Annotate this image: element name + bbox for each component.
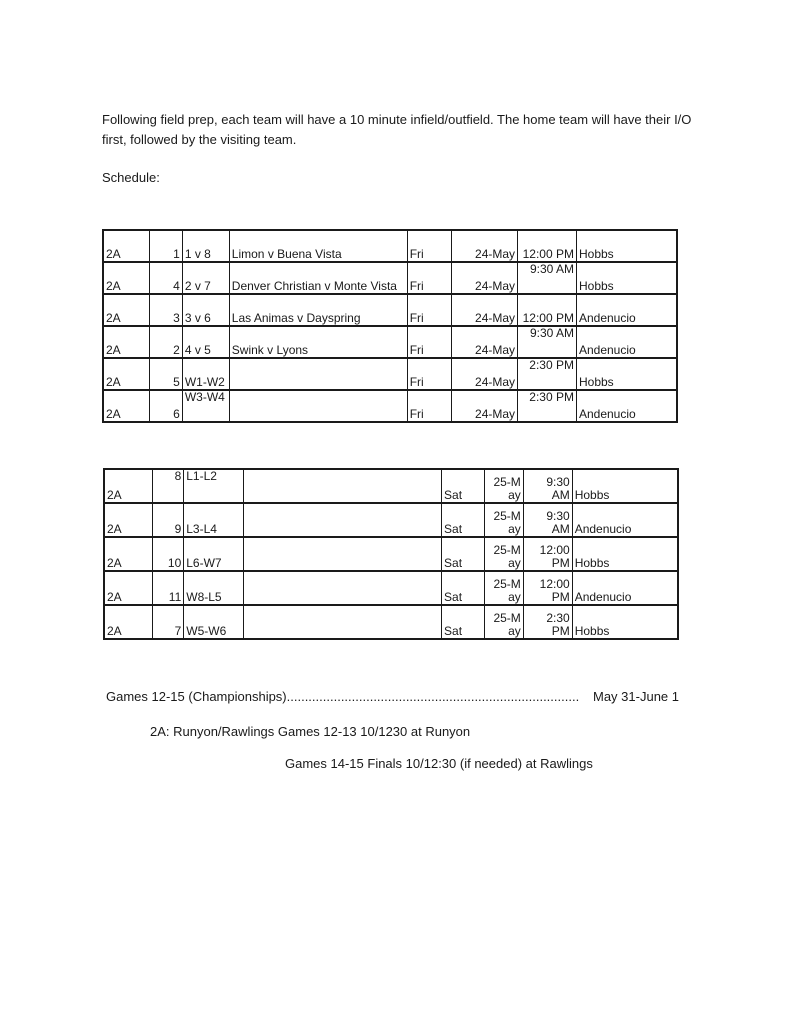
schedule-label: Schedule: bbox=[102, 170, 160, 185]
teams-cell: Las Animas v Dayspring bbox=[229, 294, 407, 326]
date-cell bbox=[484, 503, 523, 537]
date-cell: 24-May bbox=[452, 262, 518, 294]
teams-cell: Limon v Buena Vista bbox=[229, 230, 407, 262]
date-cell: 24-May bbox=[452, 230, 518, 262]
matchup-cell: W5-W6 bbox=[184, 605, 244, 639]
day-cell: Fri bbox=[407, 390, 452, 422]
matchup-cell: W3-W4 bbox=[182, 390, 229, 422]
field-cell: Hobbs bbox=[576, 262, 677, 294]
teams-cell bbox=[229, 390, 407, 422]
class-cell: 2A bbox=[104, 605, 153, 639]
championship-runyon-line: 2A: Runyon/Rawlings Games 12-13 10/1230 at Runyon bbox=[150, 724, 471, 739]
matchup-cell: 1 v 8 bbox=[182, 230, 229, 262]
game-number-cell: 8 bbox=[153, 469, 184, 503]
game-number-cell: 3 bbox=[150, 294, 183, 326]
field-cell: Hobbs bbox=[572, 605, 678, 639]
time-cell bbox=[523, 605, 572, 639]
date-cell-line2: ay bbox=[508, 488, 521, 502]
teams-cell: Denver Christian v Monte Vista bbox=[229, 262, 407, 294]
class-cell: 2A bbox=[104, 537, 153, 571]
class-cell: 2A bbox=[103, 358, 150, 390]
table-row bbox=[103, 262, 677, 294]
matchup-cell: L6-W7 bbox=[184, 537, 244, 571]
date-cell-line2: ay bbox=[508, 556, 521, 570]
saturday-schedule-table bbox=[103, 468, 679, 640]
date-cell-line1: 25-M bbox=[493, 475, 521, 489]
date-cell: 24-May bbox=[452, 294, 518, 326]
date-cell-line1: 25-M bbox=[493, 509, 521, 523]
intro-paragraph: Following field prep, each team will have a 10 minute infield/outfield. The home team will have their I/O first, followed by the visiting team. bbox=[102, 112, 692, 147]
time-cell bbox=[523, 537, 572, 571]
class-cell: 2A bbox=[104, 469, 153, 503]
day-cell: Sat bbox=[442, 605, 485, 639]
matchup-cell: L1-L2 bbox=[184, 469, 244, 503]
time-cell: 2:30 PM bbox=[518, 358, 577, 390]
teams-cell bbox=[244, 605, 442, 639]
time-cell-line2: AM bbox=[551, 488, 570, 502]
field-cell: Andenucio bbox=[572, 571, 678, 605]
game-number-cell: 10 bbox=[153, 537, 184, 571]
time-cell-line1: 12:00 bbox=[539, 577, 570, 591]
teams-cell bbox=[244, 537, 442, 571]
date-cell: 24-May bbox=[452, 358, 518, 390]
field-cell: Andenucio bbox=[576, 294, 677, 326]
time-cell bbox=[523, 469, 572, 503]
day-cell: Sat bbox=[442, 503, 485, 537]
time-cell-line2: PM bbox=[551, 590, 570, 604]
table-row bbox=[103, 294, 677, 326]
game-number-cell: 1 bbox=[150, 230, 183, 262]
matchup-cell: L3-L4 bbox=[184, 503, 244, 537]
championships-dates: May 31-June 1 bbox=[593, 689, 679, 704]
table-row bbox=[104, 605, 678, 639]
table-row bbox=[104, 503, 678, 537]
day-cell: Fri bbox=[407, 358, 452, 390]
class-cell: 2A bbox=[103, 326, 150, 358]
date-cell bbox=[484, 537, 523, 571]
field-cell: Hobbs bbox=[576, 230, 677, 262]
game-number-cell: 4 bbox=[150, 262, 183, 294]
time-cell bbox=[523, 503, 572, 537]
matchup-cell: 2 v 7 bbox=[182, 262, 229, 294]
day-cell: Fri bbox=[407, 326, 452, 358]
field-cell: Andenucio bbox=[576, 326, 677, 358]
field-cell: Hobbs bbox=[572, 469, 678, 503]
date-cell: 24-May bbox=[452, 326, 518, 358]
day-cell: Sat bbox=[442, 571, 485, 605]
day-cell: Sat bbox=[442, 537, 485, 571]
class-cell: 2A bbox=[103, 230, 150, 262]
field-cell: Hobbs bbox=[572, 537, 678, 571]
class-cell: 2A bbox=[104, 503, 153, 537]
date-cell bbox=[484, 605, 523, 639]
class-cell: 2A bbox=[103, 294, 150, 326]
matchup-cell: 3 v 6 bbox=[182, 294, 229, 326]
teams-cell bbox=[244, 571, 442, 605]
time-cell-line2: PM bbox=[551, 624, 570, 638]
teams-cell bbox=[244, 469, 442, 503]
date-cell bbox=[484, 571, 523, 605]
table-row bbox=[103, 326, 677, 358]
game-number-cell: 11 bbox=[153, 571, 184, 605]
game-number-cell: 5 bbox=[150, 358, 183, 390]
field-cell: Andenucio bbox=[572, 503, 678, 537]
field-cell: Hobbs bbox=[576, 358, 677, 390]
table-row bbox=[104, 469, 678, 503]
time-cell-line1: 9:30 bbox=[546, 475, 570, 489]
table-row bbox=[103, 390, 677, 422]
class-cell: 2A bbox=[103, 390, 150, 422]
time-cell-line2: PM bbox=[551, 556, 570, 570]
time-cell: 9:30 AM bbox=[518, 326, 577, 358]
table-row bbox=[104, 537, 678, 571]
championships-label: Games 12-15 (Championships)................................................................................. bbox=[106, 689, 580, 704]
date-cell bbox=[484, 469, 523, 503]
day-cell: Fri bbox=[407, 294, 452, 326]
date-cell-line1: 25-M bbox=[493, 611, 521, 625]
date-cell-line2: ay bbox=[508, 590, 521, 604]
date-cell-line2: ay bbox=[508, 624, 521, 638]
time-cell: 12:00 PM bbox=[518, 294, 577, 326]
class-cell: 2A bbox=[103, 262, 150, 294]
friday-schedule-table bbox=[102, 229, 678, 423]
teams-cell bbox=[229, 358, 407, 390]
game-number-cell: 6 bbox=[150, 390, 183, 422]
table-row bbox=[103, 230, 677, 262]
day-cell: Fri bbox=[407, 230, 452, 262]
table-row bbox=[103, 358, 677, 390]
championship-finals-line: Games 14-15 Finals 10/12:30 (if needed) at Rawlings bbox=[285, 756, 593, 771]
time-cell-line2: AM bbox=[551, 522, 570, 536]
date-cell-line1: 25-M bbox=[493, 543, 521, 557]
date-cell-line1: 25-M bbox=[493, 577, 521, 591]
teams-cell bbox=[244, 503, 442, 537]
time-cell-line1: 2:30 bbox=[546, 611, 570, 625]
championships-line bbox=[106, 689, 679, 704]
table-row bbox=[104, 571, 678, 605]
field-cell: Andenucio bbox=[576, 390, 677, 422]
time-cell bbox=[523, 571, 572, 605]
matchup-cell: W8-L5 bbox=[184, 571, 244, 605]
time-cell: 9:30 AM bbox=[518, 262, 577, 294]
time-cell: 12:00 PM bbox=[518, 230, 577, 262]
time-cell: 2:30 PM bbox=[518, 390, 577, 422]
game-number-cell: 7 bbox=[153, 605, 184, 639]
class-cell: 2A bbox=[104, 571, 153, 605]
date-cell-line2: ay bbox=[508, 522, 521, 536]
date-cell: 24-May bbox=[452, 390, 518, 422]
game-number-cell: 2 bbox=[150, 326, 183, 358]
day-cell: Sat bbox=[442, 469, 485, 503]
time-cell-line1: 12:00 bbox=[539, 543, 570, 557]
day-cell: Fri bbox=[407, 262, 452, 294]
game-number-cell: 9 bbox=[153, 503, 184, 537]
teams-cell: Swink v Lyons bbox=[229, 326, 407, 358]
time-cell-line1: 9:30 bbox=[546, 509, 570, 523]
matchup-cell: 4 v 5 bbox=[182, 326, 229, 358]
matchup-cell: W1-W2 bbox=[182, 358, 229, 390]
